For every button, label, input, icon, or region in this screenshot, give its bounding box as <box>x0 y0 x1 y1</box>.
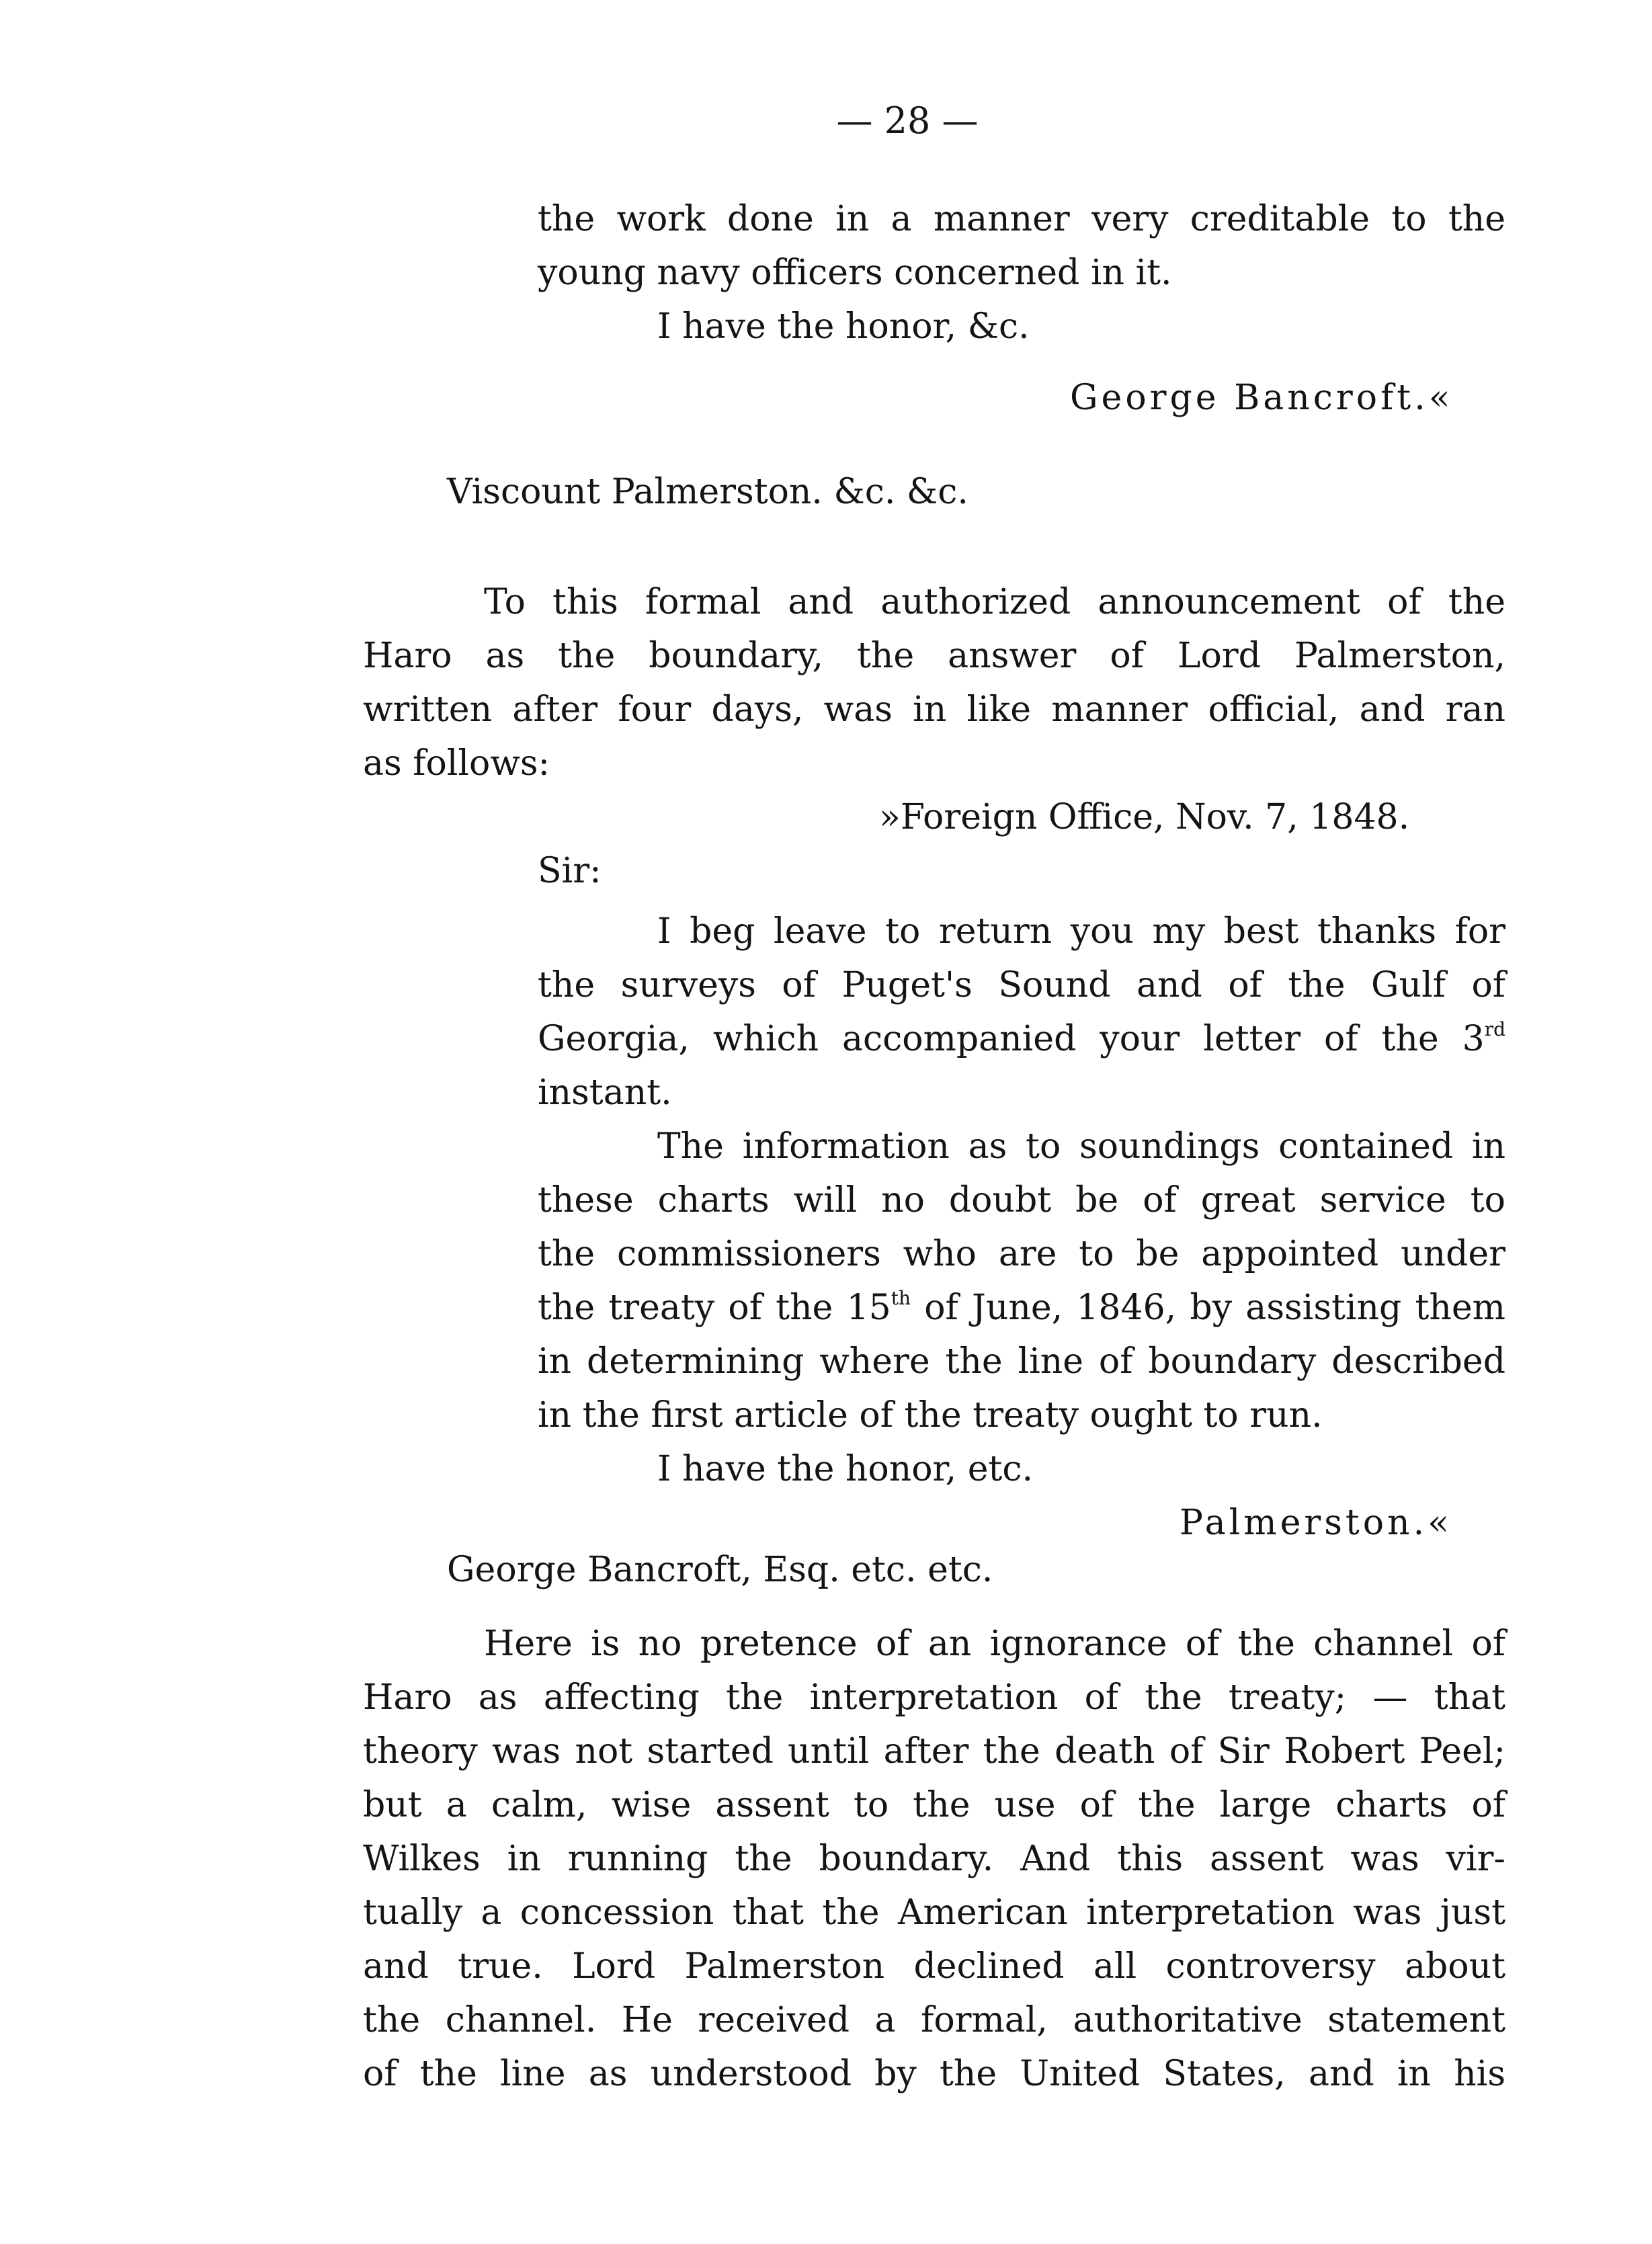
text-line: theory was not started until after the death of Sir Robert Peel; <box>363 1731 1505 1772</box>
text-line: I beg leave to return you my best thanks for <box>657 911 1505 952</box>
closing-line: I have the honor, &c. <box>657 306 1030 347</box>
text-line: Georgia, which accompanied your letter of the 3rd <box>538 1018 1505 1059</box>
text-line: The information as to soundings contained in <box>657 1126 1505 1167</box>
superscript: th <box>891 1287 911 1309</box>
text-line: as follows: <box>363 743 550 784</box>
text-line: these charts will no doubt be of great service to <box>538 1180 1505 1220</box>
text-line: To this formal and authorized announcement of the <box>484 582 1505 622</box>
letter-dateline: »Foreign Office, Nov. 7, 1848. <box>879 797 1410 837</box>
text-line: tually a concession that the American interpretation was just <box>363 1893 1505 1933</box>
signature: George Bancroft.« <box>1070 378 1454 418</box>
text-line: Here is no pretence of an ignorance of the channel of <box>484 1624 1505 1664</box>
letter-salutation: Sir: <box>538 851 602 891</box>
addressee: George Bancroft, Esq. etc. etc. <box>447 1550 993 1590</box>
text-line: and true. Lord Palmerston declined all controversy about <box>363 1946 1505 1987</box>
text-line: in determining where the line of boundary described <box>538 1341 1505 1382</box>
page-number: — 28 — <box>836 99 979 142</box>
text-line: of the line as understood by the United States, and in his <box>363 2054 1505 2094</box>
text-line: the channel. He received a formal, authoritative statement <box>363 2000 1505 2040</box>
text-line: young navy officers concerned in it. <box>538 253 1172 293</box>
text-line: instant. <box>538 1073 672 1113</box>
text-line: but a calm, wise assent to the use of the large charts of <box>363 1785 1505 1825</box>
text-line: Haro as affecting the interpretation of the treaty; — that <box>363 1677 1505 1718</box>
text-line: in the first article of the treaty ought to run. <box>538 1395 1323 1436</box>
addressee: Viscount Palmerston. &c. &c. <box>447 472 968 512</box>
text-line: the treaty of the 15th of June, 1846, by assisting them <box>538 1287 1505 1328</box>
text-line: the commissioners who are to be appointed under <box>538 1234 1505 1274</box>
superscript: rd <box>1484 1018 1505 1040</box>
text-line: the surveys of Puget's Sound and of the Gulf of <box>538 965 1505 1005</box>
text-line: written after four days, was in like manner official, and ran <box>363 690 1505 730</box>
text-line: Wilkes in running the boundary. And this assent was vir- <box>363 1839 1505 1879</box>
closing-line: I have the honor, etc. <box>657 1449 1034 1489</box>
text-line: the work done in a manner very creditable to the <box>538 199 1505 239</box>
signature: Palmerston.« <box>1180 1503 1452 1543</box>
text-line: Haro as the boundary, the answer of Lord Palmerston, <box>363 636 1505 676</box>
